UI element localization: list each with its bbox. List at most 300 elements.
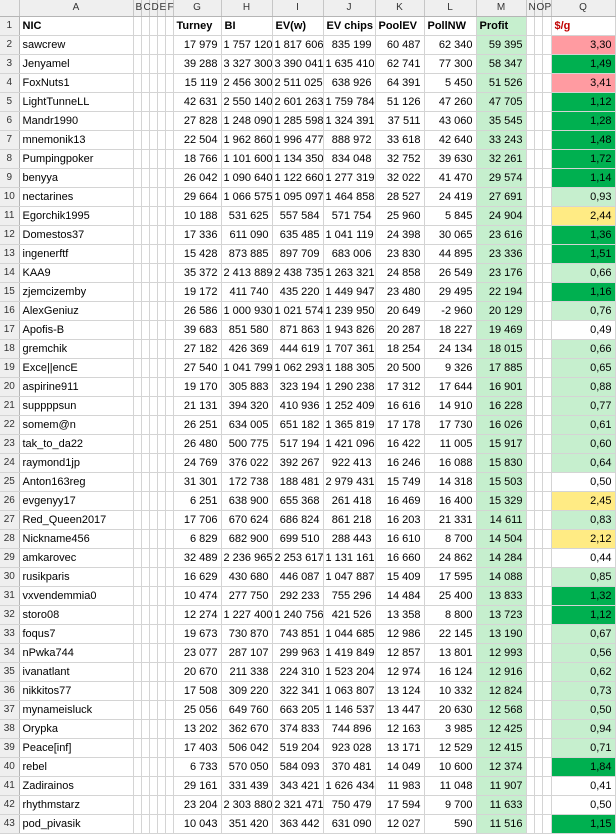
empty-cell[interactable]	[133, 73, 141, 92]
empty-cell[interactable]	[542, 301, 551, 320]
cell-ev-chips[interactable]: 638 926	[323, 73, 375, 92]
empty-cell[interactable]	[141, 111, 149, 130]
cell-ev-chips[interactable]: 1 626 434	[323, 776, 375, 795]
cell-pool-ev[interactable]: 15 749	[375, 472, 424, 491]
empty-cell[interactable]	[141, 795, 149, 814]
cell-nic[interactable]: AlexGeniuz	[19, 301, 133, 320]
empty-cell[interactable]	[157, 643, 165, 662]
cell-pool-ev[interactable]: 37 511	[375, 111, 424, 130]
empty-cell[interactable]	[133, 738, 141, 757]
empty-cell[interactable]	[133, 795, 141, 814]
row-number[interactable]: 3	[0, 54, 19, 73]
empty-cell[interactable]	[534, 168, 542, 187]
cell-bi[interactable]: 1 090 640	[221, 168, 272, 187]
cell-pool-ev[interactable]: 20 287	[375, 320, 424, 339]
cell-nic[interactable]: evgenyy17	[19, 491, 133, 510]
empty-cell[interactable]	[534, 225, 542, 244]
empty-cell[interactable]	[141, 282, 149, 301]
empty-cell[interactable]	[133, 54, 141, 73]
empty-cell[interactable]	[157, 282, 165, 301]
empty-cell[interactable]	[149, 681, 157, 700]
cell-profit[interactable]: 11 516	[476, 814, 526, 833]
column-header-d[interactable]: D	[149, 0, 157, 16]
header-bi[interactable]: BI	[221, 16, 272, 35]
cell-poll-nw[interactable]: 43 060	[424, 111, 476, 130]
empty-cell[interactable]	[165, 586, 173, 605]
cell-ev-w[interactable]: 343 421	[272, 776, 323, 795]
cell-ev-chips[interactable]: 261 418	[323, 491, 375, 510]
empty-cell[interactable]	[149, 339, 157, 358]
empty-cell[interactable]	[157, 358, 165, 377]
column-header-i[interactable]: I	[272, 0, 323, 16]
empty-cell[interactable]	[534, 377, 542, 396]
empty-cell[interactable]	[133, 681, 141, 700]
empty-cell[interactable]	[133, 35, 141, 54]
empty-cell[interactable]	[534, 529, 542, 548]
empty-cell[interactable]	[149, 111, 157, 130]
empty-cell[interactable]	[534, 472, 542, 491]
cell-poll-nw[interactable]: -2 960	[424, 301, 476, 320]
cell-nic[interactable]: Exce||encE	[19, 358, 133, 377]
cell-ev-w[interactable]: 299 963	[272, 643, 323, 662]
cell-ev-w[interactable]: 635 485	[272, 225, 323, 244]
cell-ev-w[interactable]: 444 619	[272, 339, 323, 358]
cell-ev-w[interactable]: 322 341	[272, 681, 323, 700]
empty-cell[interactable]	[534, 776, 542, 795]
empty-cell[interactable]	[133, 700, 141, 719]
empty-cell[interactable]	[141, 567, 149, 586]
empty-cell[interactable]	[534, 16, 542, 35]
cell-profit[interactable]: 15 329	[476, 491, 526, 510]
cell-ev-w[interactable]: 655 368	[272, 491, 323, 510]
cell-ev-chips[interactable]: 755 296	[323, 586, 375, 605]
empty-cell[interactable]	[141, 510, 149, 529]
empty-cell[interactable]	[141, 491, 149, 510]
empty-cell[interactable]	[157, 16, 165, 35]
empty-cell[interactable]	[157, 491, 165, 510]
empty-cell[interactable]	[149, 206, 157, 225]
row-number[interactable]: 27	[0, 510, 19, 529]
cell-turney[interactable]: 19 172	[173, 282, 221, 301]
empty-cell[interactable]	[141, 301, 149, 320]
empty-cell[interactable]	[133, 776, 141, 795]
empty-cell[interactable]	[149, 415, 157, 434]
empty-cell[interactable]	[157, 54, 165, 73]
cell-ev-chips[interactable]: 1 277 319	[323, 168, 375, 187]
cell-poll-nw[interactable]: 16 088	[424, 453, 476, 472]
empty-cell[interactable]	[542, 244, 551, 263]
cell-bi[interactable]: 1 757 120	[221, 35, 272, 54]
cell-profit[interactable]: 32 261	[476, 149, 526, 168]
cell-pool-ev[interactable]: 12 163	[375, 719, 424, 738]
cell-poll-nw[interactable]: 26 549	[424, 263, 476, 282]
cell-nic[interactable]: vxvendemmia0	[19, 586, 133, 605]
empty-cell[interactable]	[534, 605, 542, 624]
empty-cell[interactable]	[141, 700, 149, 719]
cell-ev-w[interactable]: 584 093	[272, 757, 323, 776]
cell-bi[interactable]: 376 022	[221, 453, 272, 472]
cell-turney[interactable]: 10 474	[173, 586, 221, 605]
cell-sg[interactable]: 0,85	[551, 567, 615, 586]
cell-nic[interactable]: Nickname456	[19, 529, 133, 548]
cell-bi[interactable]: 277 750	[221, 586, 272, 605]
empty-cell[interactable]	[534, 586, 542, 605]
cell-profit[interactable]: 18 015	[476, 339, 526, 358]
cell-sg[interactable]: 1,36	[551, 225, 615, 244]
cell-pool-ev[interactable]: 17 312	[375, 377, 424, 396]
cell-bi[interactable]: 730 870	[221, 624, 272, 643]
cell-turney[interactable]: 18 766	[173, 149, 221, 168]
cell-turney[interactable]: 12 274	[173, 605, 221, 624]
empty-cell[interactable]	[542, 168, 551, 187]
row-number[interactable]: 16	[0, 301, 19, 320]
empty-cell[interactable]	[141, 377, 149, 396]
cell-profit[interactable]: 14 504	[476, 529, 526, 548]
cell-ev-chips[interactable]: 1 239 950	[323, 301, 375, 320]
cell-poll-nw[interactable]: 18 227	[424, 320, 476, 339]
empty-cell[interactable]	[534, 510, 542, 529]
cell-poll-nw[interactable]: 14 910	[424, 396, 476, 415]
cell-profit[interactable]: 47 705	[476, 92, 526, 111]
empty-cell[interactable]	[165, 168, 173, 187]
empty-cell[interactable]	[526, 358, 534, 377]
empty-cell[interactable]	[534, 719, 542, 738]
empty-cell[interactable]	[526, 472, 534, 491]
empty-cell[interactable]	[133, 662, 141, 681]
empty-cell[interactable]	[534, 814, 542, 833]
empty-cell[interactable]	[149, 567, 157, 586]
row-number[interactable]: 22	[0, 415, 19, 434]
cell-nic[interactable]: Orypka	[19, 719, 133, 738]
row-number[interactable]: 21	[0, 396, 19, 415]
empty-cell[interactable]	[542, 130, 551, 149]
row-number[interactable]: 31	[0, 586, 19, 605]
cell-sg[interactable]: 0,66	[551, 339, 615, 358]
cell-sg[interactable]: 1,28	[551, 111, 615, 130]
empty-cell[interactable]	[133, 586, 141, 605]
empty-cell[interactable]	[149, 282, 157, 301]
header-turney[interactable]: Turney	[173, 16, 221, 35]
empty-cell[interactable]	[526, 187, 534, 206]
cell-nic[interactable]: Red_Queen2017	[19, 510, 133, 529]
empty-cell[interactable]	[534, 54, 542, 73]
empty-cell[interactable]	[542, 605, 551, 624]
empty-cell[interactable]	[133, 491, 141, 510]
row-number[interactable]: 40	[0, 757, 19, 776]
cell-nic[interactable]: rhythmstarz	[19, 795, 133, 814]
column-header-q[interactable]: Q	[551, 0, 615, 16]
empty-cell[interactable]	[149, 757, 157, 776]
empty-cell[interactable]	[165, 795, 173, 814]
empty-cell[interactable]	[157, 35, 165, 54]
empty-cell[interactable]	[534, 187, 542, 206]
cell-pool-ev[interactable]: 23 830	[375, 244, 424, 263]
cell-ev-chips[interactable]: 834 048	[323, 149, 375, 168]
empty-cell[interactable]	[542, 320, 551, 339]
cell-bi[interactable]: 411 740	[221, 282, 272, 301]
cell-nic[interactable]: Domestos37	[19, 225, 133, 244]
empty-cell[interactable]	[149, 624, 157, 643]
empty-cell[interactable]	[526, 149, 534, 168]
cell-pool-ev[interactable]: 16 616	[375, 396, 424, 415]
empty-cell[interactable]	[157, 453, 165, 472]
empty-cell[interactable]	[526, 719, 534, 738]
cell-bi[interactable]: 1 000 930	[221, 301, 272, 320]
cell-turney[interactable]: 22 504	[173, 130, 221, 149]
empty-cell[interactable]	[157, 130, 165, 149]
cell-poll-nw[interactable]: 14 318	[424, 472, 476, 491]
cell-sg[interactable]: 1,15	[551, 814, 615, 833]
cell-ev-w[interactable]: 2 511 025	[272, 73, 323, 92]
empty-cell[interactable]	[141, 472, 149, 491]
empty-cell[interactable]	[526, 491, 534, 510]
cell-poll-nw[interactable]: 3 985	[424, 719, 476, 738]
cell-poll-nw[interactable]: 20 630	[424, 700, 476, 719]
cell-sg[interactable]: 0,76	[551, 301, 615, 320]
empty-cell[interactable]	[133, 624, 141, 643]
cell-ev-chips[interactable]: 1 419 849	[323, 643, 375, 662]
empty-cell[interactable]	[149, 491, 157, 510]
cell-poll-nw[interactable]: 42 640	[424, 130, 476, 149]
cell-bi[interactable]: 351 420	[221, 814, 272, 833]
cell-ev-chips[interactable]: 1 263 321	[323, 263, 375, 282]
empty-cell[interactable]	[157, 567, 165, 586]
empty-cell[interactable]	[165, 681, 173, 700]
cell-sg[interactable]: 1,12	[551, 92, 615, 111]
row-number[interactable]: 6	[0, 111, 19, 130]
cell-nic[interactable]: rusikparis	[19, 567, 133, 586]
cell-pool-ev[interactable]: 16 469	[375, 491, 424, 510]
empty-cell[interactable]	[165, 510, 173, 529]
empty-cell[interactable]	[141, 453, 149, 472]
cell-pool-ev[interactable]: 13 124	[375, 681, 424, 700]
cell-sg[interactable]: 0,65	[551, 358, 615, 377]
cell-poll-nw[interactable]: 11 005	[424, 434, 476, 453]
cell-profit[interactable]: 12 568	[476, 700, 526, 719]
cell-bi[interactable]: 570 050	[221, 757, 272, 776]
cell-sg[interactable]: 1,14	[551, 168, 615, 187]
cell-poll-nw[interactable]: 12 529	[424, 738, 476, 757]
empty-cell[interactable]	[534, 491, 542, 510]
cell-nic[interactable]: somem@n	[19, 415, 133, 434]
cell-sg[interactable]: 0,83	[551, 510, 615, 529]
empty-cell[interactable]	[526, 92, 534, 111]
empty-cell[interactable]	[534, 757, 542, 776]
cell-pool-ev[interactable]: 32 022	[375, 168, 424, 187]
cell-nic[interactable]: sawcrew	[19, 35, 133, 54]
empty-cell[interactable]	[526, 434, 534, 453]
cell-ev-w[interactable]: 374 833	[272, 719, 323, 738]
empty-cell[interactable]	[141, 605, 149, 624]
empty-cell[interactable]	[165, 472, 173, 491]
cell-ev-w[interactable]: 435 220	[272, 282, 323, 301]
empty-cell[interactable]	[133, 282, 141, 301]
empty-cell[interactable]	[149, 149, 157, 168]
empty-cell[interactable]	[141, 92, 149, 111]
cell-ev-chips[interactable]: 1 365 819	[323, 415, 375, 434]
empty-cell[interactable]	[157, 548, 165, 567]
empty-cell[interactable]	[149, 225, 157, 244]
empty-cell[interactable]	[149, 605, 157, 624]
empty-cell[interactable]	[133, 453, 141, 472]
empty-cell[interactable]	[526, 529, 534, 548]
cell-poll-nw[interactable]: 21 331	[424, 510, 476, 529]
empty-cell[interactable]	[149, 320, 157, 339]
cell-poll-nw[interactable]: 44 895	[424, 244, 476, 263]
empty-cell[interactable]	[526, 244, 534, 263]
cell-ev-w[interactable]: 2 601 263	[272, 92, 323, 111]
cell-turney[interactable]: 19 673	[173, 624, 221, 643]
empty-cell[interactable]	[165, 377, 173, 396]
empty-cell[interactable]	[141, 206, 149, 225]
empty-cell[interactable]	[526, 130, 534, 149]
empty-cell[interactable]	[157, 206, 165, 225]
cell-ev-chips[interactable]: 923 028	[323, 738, 375, 757]
cell-ev-w[interactable]: 392 267	[272, 453, 323, 472]
cell-ev-chips[interactable]: 835 199	[323, 35, 375, 54]
empty-cell[interactable]	[141, 434, 149, 453]
cell-bi[interactable]: 851 580	[221, 320, 272, 339]
cell-ev-chips[interactable]: 1 290 238	[323, 377, 375, 396]
cell-sg[interactable]: 2,45	[551, 491, 615, 510]
row-number[interactable]: 30	[0, 567, 19, 586]
cell-nic[interactable]: benyya	[19, 168, 133, 187]
empty-cell[interactable]	[157, 225, 165, 244]
empty-cell[interactable]	[157, 111, 165, 130]
row-number[interactable]: 43	[0, 814, 19, 833]
row-number[interactable]: 17	[0, 320, 19, 339]
cell-bi[interactable]: 2 413 889	[221, 263, 272, 282]
cell-bi[interactable]: 2 236 965	[221, 548, 272, 567]
cell-nic[interactable]: aspirine911	[19, 377, 133, 396]
cell-sg[interactable]: 0,73	[551, 681, 615, 700]
cell-profit[interactable]: 17 885	[476, 358, 526, 377]
empty-cell[interactable]	[157, 700, 165, 719]
cell-nic[interactable]: Egorchik1995	[19, 206, 133, 225]
cell-bi[interactable]: 309 220	[221, 681, 272, 700]
empty-cell[interactable]	[149, 130, 157, 149]
empty-cell[interactable]	[157, 510, 165, 529]
empty-cell[interactable]	[157, 263, 165, 282]
empty-cell[interactable]	[149, 168, 157, 187]
empty-cell[interactable]	[165, 738, 173, 757]
empty-cell[interactable]	[542, 16, 551, 35]
empty-cell[interactable]	[534, 681, 542, 700]
empty-cell[interactable]	[542, 396, 551, 415]
cell-profit[interactable]: 11 633	[476, 795, 526, 814]
cell-nic[interactable]: Anton163reg	[19, 472, 133, 491]
empty-cell[interactable]	[165, 111, 173, 130]
cell-turney[interactable]: 24 769	[173, 453, 221, 472]
cell-nic[interactable]: mnemonik13	[19, 130, 133, 149]
empty-cell[interactable]	[157, 472, 165, 491]
cell-bi[interactable]: 394 320	[221, 396, 272, 415]
cell-turney[interactable]: 17 403	[173, 738, 221, 757]
empty-cell[interactable]	[542, 453, 551, 472]
cell-ev-w[interactable]: 517 194	[272, 434, 323, 453]
cell-poll-nw[interactable]: 24 419	[424, 187, 476, 206]
cell-profit[interactable]: 35 545	[476, 111, 526, 130]
empty-cell[interactable]	[149, 529, 157, 548]
empty-cell[interactable]	[157, 662, 165, 681]
column-header-n[interactable]: N	[526, 0, 534, 16]
empty-cell[interactable]	[149, 396, 157, 415]
empty-cell[interactable]	[141, 415, 149, 434]
cell-sg[interactable]: 1,12	[551, 605, 615, 624]
empty-cell[interactable]	[165, 282, 173, 301]
cell-profit[interactable]: 15 830	[476, 453, 526, 472]
cell-poll-nw[interactable]: 9 700	[424, 795, 476, 814]
empty-cell[interactable]	[542, 586, 551, 605]
cell-turney[interactable]: 10 043	[173, 814, 221, 833]
cell-ev-chips[interactable]: 421 526	[323, 605, 375, 624]
empty-cell[interactable]	[157, 757, 165, 776]
empty-cell[interactable]	[157, 301, 165, 320]
cell-profit[interactable]: 12 415	[476, 738, 526, 757]
cell-poll-nw[interactable]: 8 800	[424, 605, 476, 624]
empty-cell[interactable]	[542, 700, 551, 719]
cell-sg[interactable]: 0,88	[551, 377, 615, 396]
empty-cell[interactable]	[542, 795, 551, 814]
cell-poll-nw[interactable]: 22 145	[424, 624, 476, 643]
cell-poll-nw[interactable]: 24 862	[424, 548, 476, 567]
cell-sg[interactable]: 3,41	[551, 73, 615, 92]
cell-poll-nw[interactable]: 30 065	[424, 225, 476, 244]
empty-cell[interactable]	[534, 643, 542, 662]
empty-cell[interactable]	[165, 814, 173, 833]
row-number[interactable]: 13	[0, 244, 19, 263]
empty-cell[interactable]	[534, 130, 542, 149]
cell-ev-w[interactable]: 410 936	[272, 396, 323, 415]
cell-sg[interactable]: 0,71	[551, 738, 615, 757]
cell-bi[interactable]: 531 625	[221, 206, 272, 225]
empty-cell[interactable]	[542, 415, 551, 434]
cell-bi[interactable]: 506 042	[221, 738, 272, 757]
cell-poll-nw[interactable]: 11 048	[424, 776, 476, 795]
empty-cell[interactable]	[149, 643, 157, 662]
cell-poll-nw[interactable]: 47 260	[424, 92, 476, 111]
cell-ev-w[interactable]: 897 709	[272, 244, 323, 263]
cell-pool-ev[interactable]: 16 246	[375, 453, 424, 472]
empty-cell[interactable]	[526, 757, 534, 776]
cell-pool-ev[interactable]: 32 752	[375, 149, 424, 168]
empty-cell[interactable]	[165, 73, 173, 92]
cell-profit[interactable]: 23 336	[476, 244, 526, 263]
cell-bi[interactable]: 2 550 140	[221, 92, 272, 111]
header-nic[interactable]: NIC	[19, 16, 133, 35]
cell-sg[interactable]: 1,48	[551, 130, 615, 149]
cell-pool-ev[interactable]: 11 983	[375, 776, 424, 795]
cell-pool-ev[interactable]: 62 741	[375, 54, 424, 73]
empty-cell[interactable]	[133, 643, 141, 662]
empty-cell[interactable]	[149, 434, 157, 453]
row-number[interactable]: 9	[0, 168, 19, 187]
empty-cell[interactable]	[133, 168, 141, 187]
cell-ev-w[interactable]: 2 253 617	[272, 548, 323, 567]
column-header-g[interactable]: G	[173, 0, 221, 16]
empty-cell[interactable]	[534, 92, 542, 111]
empty-cell[interactable]	[133, 510, 141, 529]
cell-ev-w[interactable]: 1 122 660	[272, 168, 323, 187]
header-pool-ev[interactable]: PoolEV	[375, 16, 424, 35]
column-header-e[interactable]: E	[157, 0, 165, 16]
empty-cell[interactable]	[141, 358, 149, 377]
empty-cell[interactable]	[526, 263, 534, 282]
empty-cell[interactable]	[149, 73, 157, 92]
empty-cell[interactable]	[542, 719, 551, 738]
cell-turney[interactable]: 13 202	[173, 719, 221, 738]
cell-bi[interactable]: 3 327 300	[221, 54, 272, 73]
